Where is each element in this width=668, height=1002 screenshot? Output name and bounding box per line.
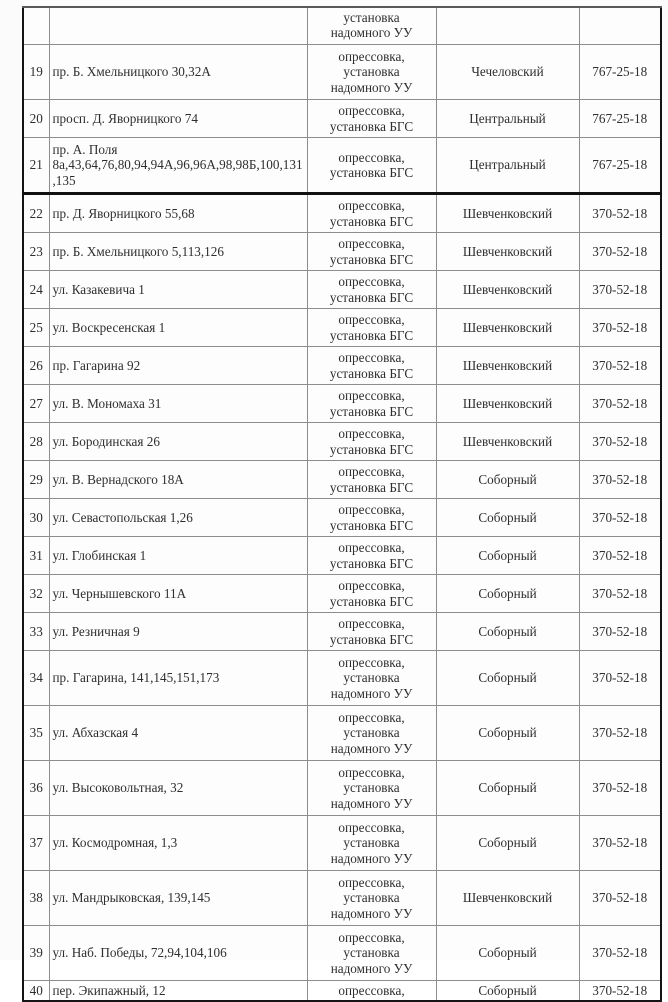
address-text: пр. Б. Хмельницкого 5,113,126	[52, 243, 224, 259]
work-type-line: опрессовка,	[338, 502, 405, 518]
phone-cell: 370-52-18	[579, 575, 661, 613]
work-type-cell	[307, 138, 436, 194]
phone-cell: 767-25-18	[579, 45, 661, 100]
work-type-line: опрессовка,	[338, 765, 405, 781]
work-type-line: установка БГС	[329, 403, 414, 419]
work-type-cell	[307, 309, 436, 347]
work-type-line: установка БГС	[329, 365, 414, 381]
phone-cell: 370-52-18	[579, 926, 661, 981]
row-number: 24	[23, 271, 49, 309]
row-number: 39	[23, 926, 49, 981]
table-row	[23, 45, 661, 100]
row-number: 29	[23, 461, 49, 499]
row-number: 19	[23, 45, 49, 100]
work-type-cell	[307, 194, 436, 233]
work-type-line: опрессовка,	[338, 49, 405, 65]
phone-cell: 370-52-18	[579, 613, 661, 651]
address-text: ул. Высоковольтная, 32	[52, 780, 184, 796]
row-number: 20	[23, 100, 49, 138]
work-type-line: установка	[343, 780, 400, 796]
row-number: 31	[23, 537, 49, 575]
phone-cell: 370-52-18	[579, 499, 661, 537]
address-cell	[49, 537, 307, 575]
address-cell	[49, 981, 307, 1002]
row-number	[23, 7, 49, 45]
work-type-line: установка БГС	[329, 165, 414, 180]
address-text: ул. Бородинская 26	[52, 433, 160, 449]
table-row	[23, 537, 661, 575]
work-type-line: установка	[343, 9, 400, 25]
address-cell	[49, 871, 307, 926]
work-type-cell	[307, 423, 436, 461]
work-type-line: надомного УУ	[330, 740, 413, 756]
phone-cell: 370-52-18	[579, 461, 661, 499]
work-type-cell	[307, 706, 436, 761]
work-type-line: опрессовка,	[338, 464, 405, 480]
table-row	[23, 271, 661, 309]
work-type-line: надомного УУ	[330, 79, 413, 95]
address-text: ул. Мандрыковская, 139,145	[52, 890, 211, 906]
district-cell: Шевченковский	[436, 385, 579, 423]
phone-cell	[579, 7, 661, 45]
work-type-cell	[307, 816, 436, 871]
row-number: 21	[23, 138, 49, 194]
phone-cell: 370-52-18	[579, 309, 661, 347]
address-text: пр. Б. Хмельницкого 30,32А	[52, 64, 211, 80]
work-type-cell	[307, 871, 436, 926]
work-type-cell	[307, 499, 436, 537]
row-number: 28	[23, 423, 49, 461]
work-type-line: надомного УУ	[330, 960, 413, 976]
work-type-cell	[307, 7, 436, 45]
address-text: пер. Экипажный, 12	[52, 983, 166, 999]
table-row	[23, 871, 661, 926]
phone-cell: 767-25-18	[579, 138, 661, 194]
work-type-line: установка БГС	[329, 517, 414, 533]
table-row	[23, 138, 661, 194]
district-cell: Шевченковский	[436, 233, 579, 271]
table-row	[23, 926, 661, 981]
work-type-line: опрессовка,	[338, 350, 405, 366]
row-number: 40	[23, 981, 49, 1002]
table-row	[23, 309, 661, 347]
address-text: ул. Наб. Победы, 72,94,104,106	[52, 945, 227, 961]
district-cell: Чечеловский	[436, 45, 579, 100]
district-cell: Соборный	[436, 926, 579, 981]
district-cell: Шевченковский	[436, 271, 579, 309]
row-number: 35	[23, 706, 49, 761]
table-row	[23, 385, 661, 423]
table-row	[23, 816, 661, 871]
phone-cell: 370-52-18	[579, 871, 661, 926]
table-row	[23, 194, 661, 233]
work-type-line: установка	[343, 64, 400, 80]
work-type-cell	[307, 385, 436, 423]
work-type-line: надомного УУ	[330, 25, 413, 40]
table-row	[23, 981, 661, 1002]
row-number: 33	[23, 613, 49, 651]
work-type-cell	[307, 981, 436, 1002]
phone-cell: 370-52-18	[579, 761, 661, 816]
district-cell: Центральный	[436, 138, 579, 194]
table-row	[23, 7, 661, 45]
district-cell: Соборный	[436, 575, 579, 613]
address-cell	[49, 385, 307, 423]
address-text: пр. Д. Яворницкого 55,68	[52, 205, 195, 221]
district-cell: Соборный	[436, 981, 579, 1002]
address-cell	[49, 7, 307, 45]
work-type-line: опрессовка,	[338, 710, 405, 726]
phone-cell: 370-52-18	[579, 423, 661, 461]
work-type-cell	[307, 613, 436, 651]
address-cell	[49, 816, 307, 871]
work-type-line: надомного УУ	[330, 905, 413, 921]
phone-cell: 370-52-18	[579, 651, 661, 706]
table-row	[23, 613, 661, 651]
row-number: 26	[23, 347, 49, 385]
work-type-line: установка	[343, 890, 400, 906]
work-type-line: опрессовка,	[338, 930, 405, 946]
work-type-line: установка	[343, 835, 400, 851]
row-number: 36	[23, 761, 49, 816]
address-text: ул. Севастопольская 1,26	[52, 509, 193, 525]
row-number: 25	[23, 309, 49, 347]
address-cell	[49, 271, 307, 309]
district-cell: Шевченковский	[436, 871, 579, 926]
address-cell	[49, 461, 307, 499]
work-type-cell	[307, 347, 436, 385]
address-text: пр. Гагарина 92	[52, 357, 141, 373]
district-cell	[436, 7, 579, 45]
table-row	[23, 575, 661, 613]
phone-cell: 370-52-18	[579, 233, 661, 271]
phone-cell: 370-52-18	[579, 816, 661, 871]
work-type-cell	[307, 100, 436, 138]
address-text: ул. Резничная 9	[52, 623, 140, 639]
address-cell	[49, 45, 307, 100]
row-number: 37	[23, 816, 49, 871]
address-cell	[49, 100, 307, 138]
phone-cell: 370-52-18	[579, 271, 661, 309]
row-number: 38	[23, 871, 49, 926]
work-type-line: опрессовка,	[338, 149, 405, 165]
work-type-line: опрессовка,	[338, 236, 405, 252]
work-type-line: установка	[343, 725, 400, 741]
district-cell: Соборный	[436, 613, 579, 651]
table-row	[23, 706, 661, 761]
row-number: 32	[23, 575, 49, 613]
work-type-line: опрессовка,	[338, 103, 405, 119]
address-text: просп. Д. Яворницкого 74	[52, 110, 198, 126]
district-cell: Соборный	[436, 761, 579, 816]
row-number: 34	[23, 651, 49, 706]
address-cell	[49, 347, 307, 385]
works-schedule-table	[22, 6, 662, 1002]
table-row	[23, 651, 661, 706]
work-type-line: опрессовка,	[338, 198, 405, 214]
address-cell	[49, 706, 307, 761]
work-type-line: опрессовка,	[338, 983, 405, 999]
phone-cell: 370-52-18	[579, 194, 661, 233]
address-text: пр. Гагарина, 141,145,151,173	[52, 670, 220, 686]
work-type-line: опрессовка,	[338, 616, 405, 632]
work-type-line: установка БГС	[329, 479, 414, 495]
district-cell: Соборный	[436, 461, 579, 499]
work-type-line: установка БГС	[329, 593, 414, 609]
district-cell: Шевченковский	[436, 347, 579, 385]
phone-cell: 370-52-18	[579, 385, 661, 423]
work-type-cell	[307, 233, 436, 271]
district-cell: Шевченковский	[436, 423, 579, 461]
district-cell: Центральный	[436, 100, 579, 138]
work-type-line: опрессовка,	[338, 426, 405, 442]
address-cell	[49, 613, 307, 651]
row-number: 27	[23, 385, 49, 423]
district-cell: Соборный	[436, 499, 579, 537]
district-cell: Соборный	[436, 537, 579, 575]
work-type-line: установка БГС	[329, 251, 414, 267]
address-text: ул. В. Вернадского 18А	[52, 471, 184, 487]
address-cell	[49, 575, 307, 613]
address-text: пр. А. Поля 8а,43,64,76,80,94,94А,96,96А,98,98Б,100,131,135	[52, 142, 303, 188]
address-cell	[49, 309, 307, 347]
address-text: ул. Глобинская 1	[52, 547, 147, 563]
work-type-line: опрессовка,	[338, 312, 405, 328]
work-type-cell	[307, 537, 436, 575]
work-type-cell	[307, 575, 436, 613]
address-text: ул. Абхазская 4	[52, 725, 139, 741]
address-cell	[49, 499, 307, 537]
address-cell	[49, 761, 307, 816]
table-body	[23, 7, 661, 1001]
table-row	[23, 423, 661, 461]
work-type-line: установка БГС	[329, 213, 414, 229]
address-text: ул. Казакевича 1	[52, 281, 145, 297]
work-type-line: установка БГС	[329, 555, 414, 571]
table-row	[23, 347, 661, 385]
district-cell: Шевченковский	[436, 194, 579, 233]
district-cell: Соборный	[436, 651, 579, 706]
work-type-cell	[307, 271, 436, 309]
phone-cell: 370-52-18	[579, 981, 661, 1002]
work-type-line: установка БГС	[329, 118, 414, 134]
phone-cell: 370-52-18	[579, 537, 661, 575]
address-cell	[49, 194, 307, 233]
row-number: 23	[23, 233, 49, 271]
address-text: ул. В. Мономаха 31	[52, 395, 162, 411]
work-type-cell	[307, 926, 436, 981]
address-cell	[49, 651, 307, 706]
work-type-cell	[307, 651, 436, 706]
work-type-line: установка БГС	[329, 441, 414, 457]
work-type-line: опрессовка,	[338, 388, 405, 404]
work-type-cell	[307, 461, 436, 499]
address-text: ул. Чернышевского 11А	[52, 585, 187, 601]
work-type-line: установка БГС	[329, 327, 414, 343]
work-type-line: установка	[343, 945, 400, 961]
row-number: 30	[23, 499, 49, 537]
work-type-line: опрессовка,	[338, 875, 405, 891]
table-row	[23, 100, 661, 138]
work-type-line: надомного УУ	[330, 685, 413, 701]
table-row	[23, 761, 661, 816]
district-cell: Соборный	[436, 706, 579, 761]
work-type-line: опрессовка,	[338, 578, 405, 594]
work-type-cell	[307, 45, 436, 100]
phone-cell: 370-52-18	[579, 706, 661, 761]
work-type-line: опрессовка,	[338, 820, 405, 836]
page-left-margin	[0, 0, 22, 960]
address-text: ул. Воскресенская 1	[52, 319, 166, 335]
work-type-line: установка БГС	[329, 631, 414, 647]
work-type-line: надомного УУ	[330, 850, 413, 866]
phone-cell: 767-25-18	[579, 100, 661, 138]
work-type-line: опрессовка,	[338, 540, 405, 556]
district-cell: Шевченковский	[436, 309, 579, 347]
district-cell: Соборный	[436, 816, 579, 871]
work-type-line: установка БГС	[329, 289, 414, 305]
work-type-line: установка	[343, 670, 400, 686]
phone-cell: 370-52-18	[579, 347, 661, 385]
table-row	[23, 499, 661, 537]
address-cell	[49, 138, 307, 194]
table-row	[23, 461, 661, 499]
address-cell	[49, 233, 307, 271]
work-type-cell	[307, 761, 436, 816]
address-text: ул. Космодромная, 1,3	[52, 835, 178, 851]
address-cell	[49, 926, 307, 981]
work-type-line: опрессовка,	[338, 655, 405, 671]
row-number: 22	[23, 194, 49, 233]
work-type-line: опрессовка,	[338, 274, 405, 290]
work-type-line: надомного УУ	[330, 795, 413, 811]
address-cell	[49, 423, 307, 461]
table-row	[23, 233, 661, 271]
